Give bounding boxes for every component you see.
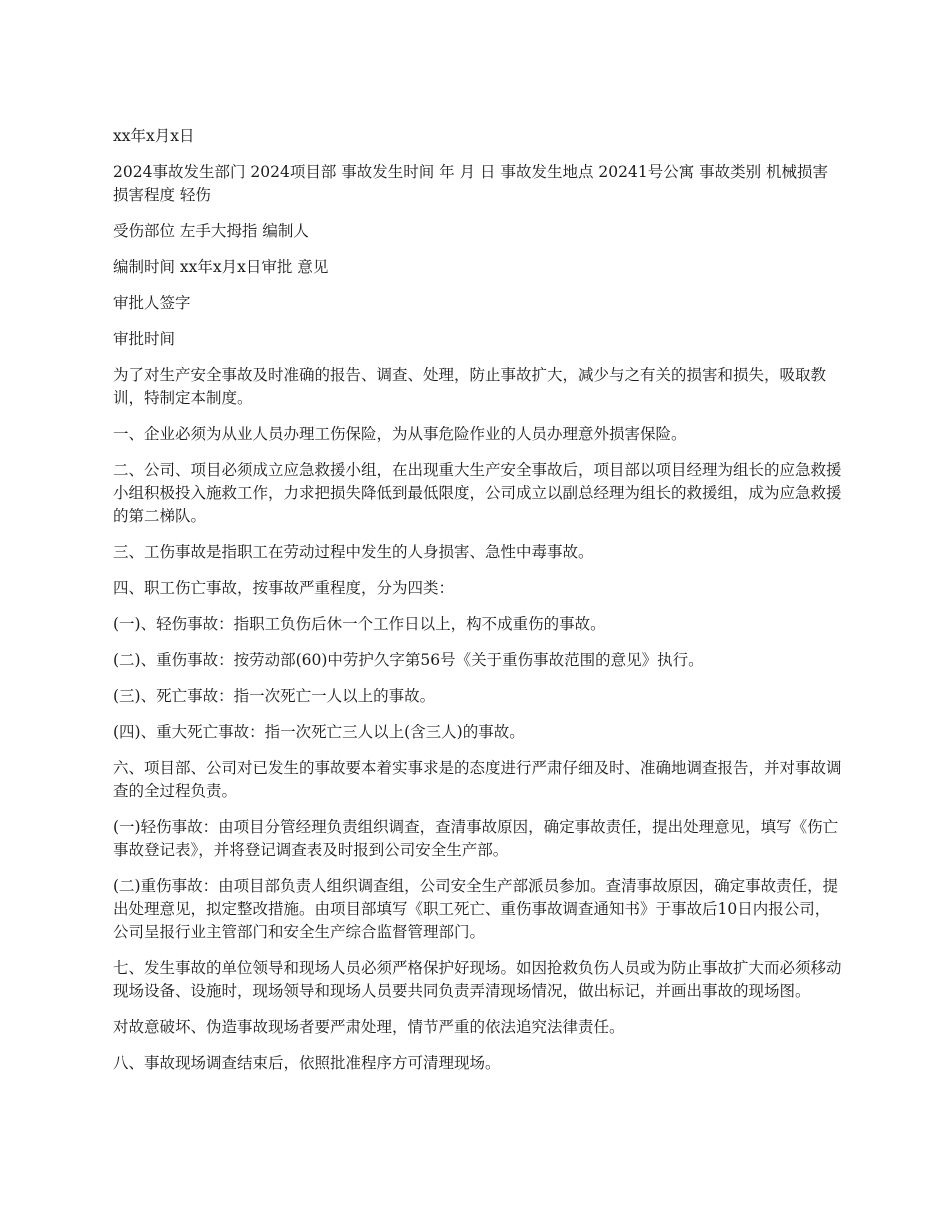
clause-7: 七、发生事故的单位领导和现场人员必须严格保护好现场。如因抢救负伤人员或为防止事故扩大而必须移动现场设备、设施时，现场领导和现场人员要共同负责弄清现场情况，做出标记，并画出事故的现场图。 bbox=[113, 959, 842, 1000]
approver-signature-line: 审批人签字 bbox=[113, 294, 191, 312]
clause-6: 六、项目部、公司对已发生的事故要本着实事求是的态度进行严肃仔细及时、准确地调查报告，并对事故调查的全过程负责。 bbox=[113, 759, 842, 800]
intro-paragraph: 为了对生产安全事故及时准确的报告、调查、处理，防止事故扩大，减少与之有关的损害和损失，吸取教训，特制定本制度。 bbox=[113, 366, 827, 407]
clause-8: 八、事故现场调查结束后，依照批准程序方可清理现场。 bbox=[113, 1054, 501, 1072]
clause-4-item-2: (二)、重伤事故：按劳动部(60)中劳护久字第56号《关于重伤事故范围的意见》执行。 bbox=[113, 651, 704, 669]
document-body bbox=[113, 125, 843, 1088]
clause-4: 四、职工伤亡事故，按事故严重程度，分为四类： bbox=[113, 579, 455, 597]
accident-info: 2024事故发生部门 2024项目部 事故发生时间 年 月 日 事故发生地点 20241号公寓 事故类别 机械损害 损害程度 轻伤 bbox=[113, 163, 829, 204]
clause-6-item-1: (一)轻伤事故：由项目分管经理负责组织调查，查清事故原因，确定事故责任，提出处理意见，填写《伤亡事故登记表》，并将登记调查表及时报到公司安全生产部。 bbox=[113, 818, 839, 859]
injury-part-line: 受伤部位 左手大拇指 编制人 bbox=[113, 222, 309, 240]
clause-4-item-3: (三)、死亡事故：指一次死亡一人以上的事故。 bbox=[113, 687, 436, 705]
clause-4-item-1: (一)、轻伤事故：指职工负伤后休一个工作日以上，构不成重伤的事故。 bbox=[113, 615, 606, 633]
compile-time-line: 编制时间 xx年x月x日审批 意见 bbox=[113, 258, 329, 276]
clause-2: 二、公司、项目必须成立应急救援小组，在出现重大生产安全事故后，项目部以项目经理为组长的应急救援小组积极投入施救工作，力求把损失降低到最低限度，公司成立以副总经理为组长的救援组，成为应急救援的第二梯队。 bbox=[113, 461, 842, 525]
approval-time-line: 审批时间 bbox=[113, 330, 176, 348]
date-line: xx年x月x日 bbox=[113, 127, 195, 145]
clause-1: 一、企业必须为从业人员办理工伤保险，为从事危险作业的人员办理意外损害保险。 bbox=[113, 425, 687, 443]
clause-6-item-2: (二)重伤事故：由项目部负责人组织调查组，公司安全生产部派员参加。查清事故原因，确定事故责任，提出处理意见，拟定整改措施。由项目部填写《职工死亡、重伤事故调查通知书》于事故后10日内报公司，公司呈报行业主管部门和安全生产综合监督管理部门。 bbox=[113, 877, 839, 941]
clause-3: 三、工伤事故是指职工在劳动过程中发生的人身损害、急性中毒事故。 bbox=[113, 543, 594, 561]
clause-7-note: 对故意破坏、伪造事故现场者要严肃处理，情节严重的依法追究法律责任。 bbox=[113, 1018, 625, 1036]
clause-4-item-4: (四)、重大死亡事故：指一次死亡三人以上(含三人)的事故。 bbox=[113, 723, 525, 741]
